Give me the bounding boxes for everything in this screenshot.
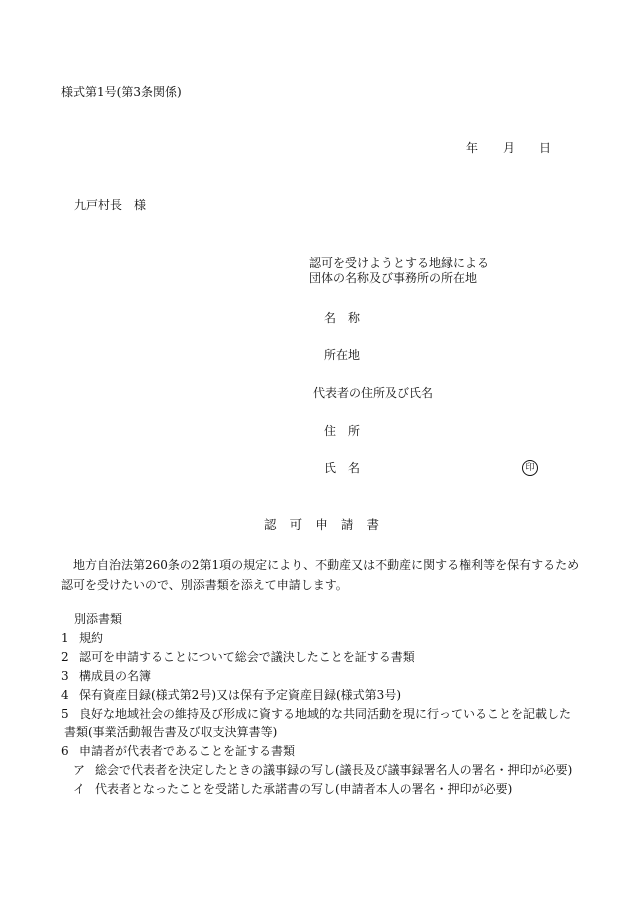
seal-mark: 印 bbox=[522, 460, 538, 476]
form-number: 様式第1号(第3条関係) bbox=[61, 85, 182, 99]
attachments-heading: 別添書類 bbox=[74, 612, 123, 626]
list-item-number: 5 bbox=[61, 707, 69, 721]
list-item-text: 規約 bbox=[79, 631, 104, 645]
list-item-number: 4 bbox=[61, 688, 69, 702]
list-item-text: 良好な地域社会の維持及び形成に資する地域的な共同活動を現に行っていることを記載した bbox=[79, 707, 572, 721]
org-name-label: 名 称 bbox=[324, 311, 361, 325]
rep-heading: 代表者の住所及び氏名 bbox=[313, 386, 434, 400]
rep-address-label: 住 所 bbox=[324, 424, 361, 438]
list-item-number: 1 bbox=[61, 631, 69, 645]
list-item-text: 申請者が代表者であることを証する書類 bbox=[79, 744, 296, 758]
body-paragraph: 地方自治法第260条の2第1項の規定により、不動産又は不動産に関する権利等を保有するため認可を受けたいので、別添書類を添えて申請します。 bbox=[61, 558, 580, 592]
date-year-label: 年 bbox=[466, 141, 479, 155]
list-item-number: 6 bbox=[61, 744, 69, 758]
org-address-label: 所在地 bbox=[324, 348, 361, 362]
document-title: 認可申請書 bbox=[264, 517, 393, 532]
date-month-label: 月 bbox=[503, 141, 516, 155]
sub-item-text: 代表者となったことを受諾した承諾書の写し(申請者本人の署名・押印が必要) bbox=[95, 782, 513, 796]
list-item-text: 構成員の名簿 bbox=[79, 669, 152, 683]
sub-item-label: ア bbox=[73, 763, 86, 777]
org-heading-line2: 団体の名称及び事務所の所在地 bbox=[309, 271, 478, 285]
rep-name-label: 氏 名 bbox=[324, 461, 361, 475]
list-item-number: 2 bbox=[61, 650, 69, 664]
list-item-number: 3 bbox=[61, 669, 69, 683]
sub-item-label: イ bbox=[73, 782, 86, 796]
org-heading-line1: 認可を受けようとする地縁による bbox=[309, 256, 490, 270]
list-item-text: 認可を申請することについて総会で議決したことを証する書類 bbox=[79, 650, 415, 664]
addressee: 九戸村長 様 bbox=[74, 198, 147, 212]
sub-item-text: 総会で代表者を決定したときの議事録の写し(議長及び議事録署名人の署名・押印が必要) bbox=[95, 763, 573, 777]
date-day-label: 日 bbox=[539, 141, 552, 155]
list-item-text: 保有資産目録(様式第2号)又は保有予定資産目録(様式第3号) bbox=[79, 688, 401, 702]
list-item-continuation-text: 書類(事業活動報告書及び収支決算書等) bbox=[64, 725, 278, 739]
